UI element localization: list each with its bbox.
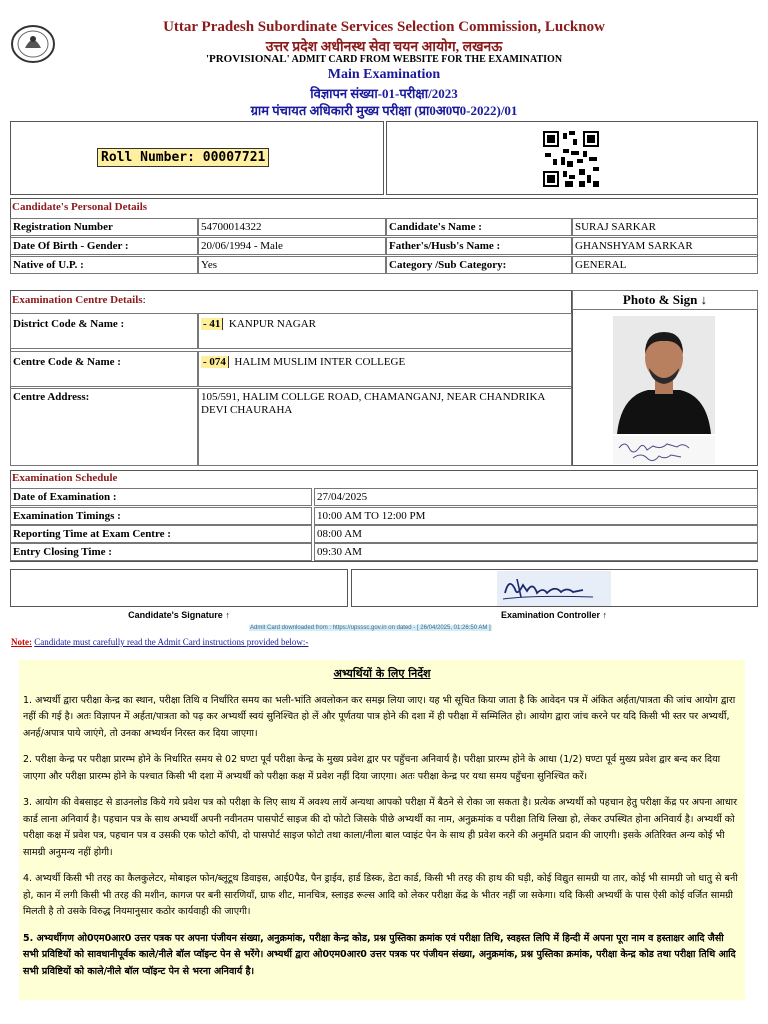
reporting-time-label: Reporting Time at Exam Centre : — [10, 525, 312, 543]
note-instructions-link[interactable]: Candidate must carefully read the Admit Card instructions provided below:- — [34, 637, 309, 647]
instructions-title: अभ्यर्थियों के लिए निर्देश — [333, 667, 431, 680]
roll-number-value: 00007721 — [202, 150, 266, 165]
address-value: 105/591, HALIM COLLGE ROAD, CHAMANGANJ, NEAR CHANDRIKA DEVI CHAURAHA — [198, 388, 572, 466]
exam-date-label: Date of Examination : — [10, 488, 312, 506]
category-label: Category /Sub Category: — [386, 256, 572, 274]
reporting-time-value: 08:00 AM — [314, 525, 758, 543]
candidate-photo — [613, 316, 715, 434]
district-value — [198, 313, 572, 349]
photo-sign-title-row — [572, 290, 758, 310]
centre-label: Centre Code & Name : — [10, 351, 198, 387]
entry-closing-value: 09:30 AM — [314, 543, 758, 561]
category-value: GENERAL — [572, 256, 758, 274]
instruction-2: 2. परीक्षा केन्द्र पर परीक्षा प्रारम्भ होने के निर्धारित समय से 02 घण्टा पूर्व परीक्षा केन्द्र के मुख्य प्रवेश द्वार पर पहुँचना अनिवार्य है। परीक्षा प्रारम्भ होने के आधा (1/2) घण्टा पूर्व मुख्य प्रवेश द्वार बन्द कर दिया जाएगा और परीक्षा प्रारम्भ होने के पश्चात किसी भी दशा में अभ्यर्थी को परीक्षा कक्ष में प्रवेश नहीं दिया जाएगा। अतः परीक्षा केन्द्र पर यथा समय पहुँचना सुनिश्चित करें। — [23, 754, 721, 782]
address-label: Centre Address: — [10, 388, 198, 466]
header-commission-hindi: उत्तर प्रदेश अधीनस्थ सेवा चयन आयोग, लखनऊ — [265, 40, 503, 55]
district-label: District Code & Name : — [10, 313, 198, 349]
download-info: Admit Card downloaded from : https://upsssc.gov.in on dated - [ 26/04/2025, 01:26:50 AM ] — [250, 625, 491, 631]
header-main-exam: Main Examination — [327, 67, 441, 82]
candidate-photo-signature — [613, 436, 715, 464]
centre-code: - 074 — [201, 356, 229, 368]
native-value: Yes — [198, 256, 386, 274]
note — [11, 637, 308, 647]
dob-value: 20/06/1994 - Male — [198, 237, 386, 255]
controller-signature-icon — [497, 571, 611, 606]
centre-title-text: Examination Centre Details — [12, 294, 143, 306]
provisional-word: 'PROVISIONAL' — [205, 53, 290, 65]
centre-value — [198, 351, 572, 387]
native-label: Native of U.P. : — [10, 256, 198, 274]
instructions-panel — [19, 660, 745, 1000]
roll-number-label: Roll Number: — [101, 150, 195, 165]
header-commission-name: Uttar Pradesh Subordinate Services Selection Commission, Lucknow — [163, 19, 605, 35]
centre-details-title — [12, 294, 146, 306]
photo-sign-title: Photo & Sign ↓ — [622, 292, 708, 307]
header-advt-number: विज्ञापन संख्या-01-परीक्षा/2023 — [310, 86, 458, 101]
candidate-signature-box — [10, 569, 348, 607]
centre-name: HALIM MUSLIM INTER COLLEGE — [234, 356, 406, 368]
schedule-title: Examination Schedule — [12, 472, 118, 484]
roll-number — [97, 148, 269, 167]
reg-label: Registration Number — [10, 218, 198, 236]
personal-details-title: Candidate's Personal Details — [12, 201, 148, 213]
admit-card-text: ADMIT CARD FROM WEBSITE FOR THE EXAMINATION — [291, 54, 563, 65]
controller-signature-label: Examination Controller ↑ — [500, 610, 607, 620]
instruction-5: 5. अभ्यर्थीगण ओ0एम0आर0 उत्तर पत्रक पर अपना पंजीयन संख्या, अनुक्रमांक, परीक्षा केन्द्र कोड, प्रश्न पुस्तिका क्रमांक एवं परीक्षा तिथि, स्वहस्त लिपि में हिन्दी में अपना पूरा नाम व हस्ताक्षर आदि जैसी सभी प्रविष्टियों को सावधानीपूर्वक काले/नीले बॉल प्वॉइन्ट पेन से भरेंगे। अभ्यर्थी द्वारा ओ0एम0आर0 उत्तर पत्रक पर पंजीयन संख्या, अनुक्रमांक, प्रश्न पुस्तिका क्रमांक, परीक्षा केन्द्र कोड तथा परीक्षा तिथि आदि सभी प्रविष्टियों को काले/नीले बॉल प्वॉइन्ट पेन से भरना अनिवार्य है। — [23, 932, 736, 977]
district-code: - 41 — [201, 318, 223, 330]
exam-timing-label: Examination Timings : — [10, 507, 312, 525]
candidate-signature-label: Candidate's Signature ↑ — [128, 610, 230, 620]
dob-label: Date Of Birth - Gender : — [10, 237, 198, 255]
instruction-3: 3. आयोग की वेबसाइट से डाउनलोड किये गये प्रवेश पत्र को परीक्षा के लिए साथ में अवश्य लायें अन्यथा आपको परीक्षा में बैठने से रोका जा सकता है। प्रत्येक अभ्यर्थी को पहचान हेतु परीक्षा केंद्र पर अपना आधार कार्ड लाना अनिवार्य है। पहचान पत्र के साथ अभ्यर्थी अपनी नवीनतम पासपोर्ट साइज की दो फोटो जिसके पीछे अभ्यर्थी का नाम, अनुक्रमांक व परीक्षा तिथि लिखा हो, लेकर उपस्थित होना अनिवार्य है। अभ्यर्थी को परीक्षा कक्ष में प्रवेश पत्र, पहचान पत्र व उसकी एक फोटो कॉपी, दो पासपोर्ट साइज फोटो तथा काला/नीला बाल प्वाइंट पेन के साथ ही प्रवेश करने की अनुमति प्रदान की जाएगी। इसके अतिरिक्त अन्य कोई भी सामग्री अनुमन्य नहीं होगी। — [23, 797, 738, 858]
exam-timing-value: 10:00 AM TO 12:00 PM — [314, 507, 758, 525]
exam-date-value: 27/04/2025 — [314, 488, 758, 506]
name-label: Candidate's Name : — [386, 218, 572, 236]
instruction-1: 1. अभ्यर्थी द्वारा परीक्षा केन्द्र का स्थान, परीक्षा तिथि व निर्धारित समय का भली-भांति अवलोकन कर समझ लिया जाए। यह भी सूचित किया जाता है कि आवेदन पत्र में अंकित अर्हता/पात्रता की जांच आयोग द्वारा नहीं की गई है। अतः विज्ञापन में अर्हता/पात्रता को पढ़ कर अभ्यर्थी स्वयं सुनिश्चित हो लें और पूर्णतया पात्र होने की दशा में ही परीक्षा में सम्मिलित हो। आयोग द्वारा जांच करने पर यदि किसी भी स्तर पर अभ्यर्थी, अनर्ह/अपात्र पाये जाएंगे, तो उनका अभ्यर्थन निरस्त कर दिया जाएगा। — [23, 694, 736, 739]
header-exam-name: ग्राम पंचायत अधिकारी मुख्य परीक्षा (प्रा0अ0प0-2022)/01 — [250, 103, 518, 118]
name-value: SURAJ SARKAR — [572, 218, 758, 236]
district-name: KANPUR NAGAR — [228, 318, 317, 330]
father-value: GHANSHYAM SARKAR — [572, 237, 758, 255]
entry-closing-label: Entry Closing Time : — [10, 543, 312, 561]
father-label: Father's/Husb's Name : — [386, 237, 572, 255]
reg-value: 54700014322 — [198, 218, 386, 236]
qr-code-icon — [543, 131, 599, 187]
instruction-4: 4. अभ्यर्थी किसी भी तरह का कैलकुलेटर, मोबाइल फोन/ब्लूटूथ डिवाइस, आई0पैड, पैन ड्राईव, हार्ड डिस्क, डेटा कार्ड, किसी भी तरह की हाथ की घड़ी, कोई विद्युत सामग्री या तार, कोई भी सामग्री जो धातु से बनी हो, कान में लगी किसी भी तरह की मशीन, कागज पर बनी सारणियाँ, ग्राफ शीट, मानचित्र, स्लाइड रूल्स आदि को लेकर परीक्षा केंद्र के भीतर नहीं जा सकेगा। यदि किसी अभ्यर्थी के पास ऐसी कोई वर्जित सामग्री मिलती है तो उसके विरुद्ध नियमानुसार कठोर कार्यवाही की जाएगी। — [23, 873, 738, 917]
header-provisional — [0, 53, 768, 65]
centre-title-colon: : — [142, 294, 146, 306]
note-label: Note: — [11, 637, 32, 647]
